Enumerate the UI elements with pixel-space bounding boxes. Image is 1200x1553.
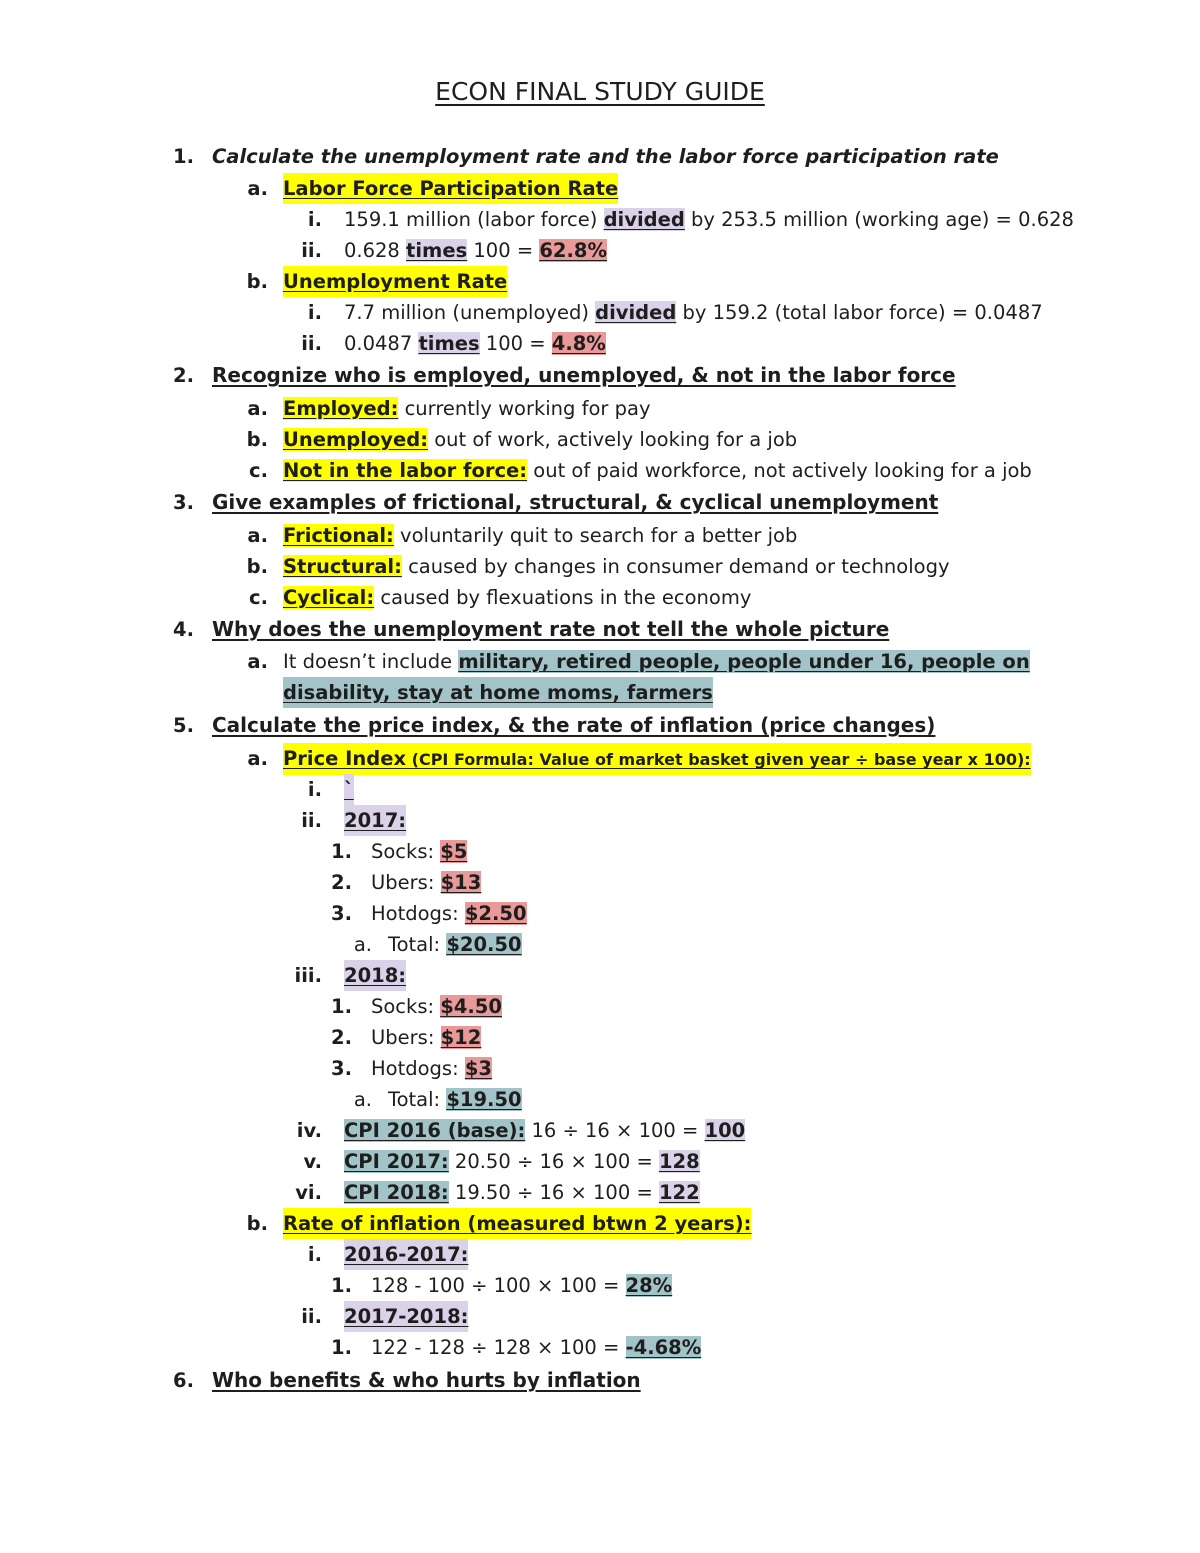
list-item: b. Structural: caused by changes in consumer demand or technology xyxy=(0,551,1200,582)
price-item: 3. Hotdogs: $3 xyxy=(0,1053,1200,1084)
list-marker: i. xyxy=(307,1243,322,1266)
cpi-result: 128 xyxy=(658,1150,700,1173)
list-marker: i. xyxy=(307,301,322,324)
list-item: c. Not in the labor force: out of paid workforce, not actively looking for a job xyxy=(0,455,1200,486)
year-label: 2017: xyxy=(344,805,406,836)
list-item xyxy=(0,1239,1200,1270)
calc-line: 0.0487 times 100 = 4.8% xyxy=(344,332,606,355)
term-label: Unemployed: xyxy=(283,428,428,451)
list-marker: i. xyxy=(307,778,322,801)
result-value: 62.8% xyxy=(539,239,608,262)
list-number: 3. xyxy=(173,491,194,514)
list-number: 5. xyxy=(173,714,194,737)
list-marker: a. xyxy=(247,747,268,770)
list-item xyxy=(0,960,1200,991)
list-marker: iii. xyxy=(294,964,322,987)
highlighted-list: disability, stay at home moms, farmers xyxy=(283,677,713,708)
list-marker: ii. xyxy=(301,1305,322,1328)
list-marker: 1. xyxy=(331,840,352,863)
total-value: $20.50 xyxy=(446,933,522,956)
list-marker: a. xyxy=(247,650,268,673)
list-item xyxy=(0,805,1200,836)
result-value: 4.8% xyxy=(551,332,606,355)
list-number: 2. xyxy=(173,364,194,387)
list-item xyxy=(0,173,1200,204)
question-text: Why does the unemployment rate not tell the whole picture xyxy=(212,617,890,641)
list-marker: vi. xyxy=(295,1181,322,1204)
cpi-formula: (CPI Formula: Value of market basket given year ÷ base year x 100): xyxy=(406,750,1031,769)
list-item xyxy=(0,1208,1200,1239)
price-item: 2. Ubers: $13 xyxy=(0,867,1200,898)
list-marker: 3. xyxy=(331,1057,352,1080)
cpi-item: v. CPI 2017: 20.50 ÷ 16 × 100 = 128 xyxy=(0,1146,1200,1177)
cpi-item: iv. CPI 2016 (base): 16 ÷ 16 × 100 = 100 xyxy=(0,1115,1200,1146)
list-marker: b. xyxy=(246,270,268,293)
question-text: Calculate the unemployment rate and the labor force participation rate xyxy=(212,145,999,168)
list-marker: ii. xyxy=(301,239,322,262)
year-label: 2018: xyxy=(344,960,406,991)
inflation-result: 28% xyxy=(625,1274,673,1297)
question-text: Who benefits & who hurts by inflation xyxy=(212,1368,641,1392)
list-marker: i. xyxy=(307,208,322,231)
price-item: 3. Hotdogs: $2.50 xyxy=(0,898,1200,929)
list-marker: 2. xyxy=(331,871,352,894)
list-marker: 3. xyxy=(331,902,352,925)
list-marker: 1. xyxy=(331,995,352,1018)
price-value: $3 xyxy=(464,1057,492,1080)
cpi-item: vi. CPI 2018: 19.50 ÷ 16 × 100 = 122 xyxy=(0,1177,1200,1208)
list-item: b. Unemployed: out of work, actively looking for a job xyxy=(0,424,1200,455)
price-value: $13 xyxy=(440,871,482,894)
price-value: $4.50 xyxy=(440,995,502,1018)
list-item: c. Cyclical: caused by flexuations in the economy xyxy=(0,582,1200,613)
operator-word: divided xyxy=(603,208,685,231)
calc-item: 1. 128 - 100 ÷ 100 × 100 = 28% xyxy=(0,1270,1200,1301)
list-marker: b. xyxy=(246,555,268,578)
list-item xyxy=(0,774,1200,805)
list-marker: ii. xyxy=(301,332,322,355)
question-4 xyxy=(0,614,1200,645)
list-item xyxy=(0,235,1200,266)
price-item: 1. Socks: $5 xyxy=(0,836,1200,867)
list-item xyxy=(0,266,1200,297)
highlighted-list: military, retired people, people under 16, people on xyxy=(458,650,1030,673)
list-marker: a. xyxy=(353,933,372,956)
list-number: 6. xyxy=(173,1369,194,1392)
list-number: 1. xyxy=(173,145,194,168)
list-marker: v. xyxy=(303,1150,322,1173)
question-2 xyxy=(0,360,1200,391)
page-title: ECON FINAL STUDY GUIDE xyxy=(435,77,765,106)
term-label: Structural: xyxy=(283,555,402,578)
operator-word: times xyxy=(418,332,480,355)
list-item: a. It doesn’t include military, retired people, people under 16, people on xyxy=(0,646,1200,677)
calc-item: 1. 122 - 128 ÷ 128 × 100 = -4.68% xyxy=(0,1332,1200,1363)
list-item-continuation xyxy=(0,677,1200,708)
list-marker: 2. xyxy=(331,1026,352,1049)
list-marker: a. xyxy=(247,177,268,200)
term-label: Cyclical: xyxy=(283,586,375,609)
term-label: Frictional: xyxy=(283,524,394,547)
question-text: Calculate the price index, & the rate of inflation (price changes) xyxy=(212,713,936,737)
question-text: Recognize who is employed, unemployed, & not in the labor force xyxy=(212,363,956,387)
stray-mark: ` xyxy=(344,774,354,805)
price-item: 1. Socks: $4.50 xyxy=(0,991,1200,1022)
price-value: $5 xyxy=(440,840,468,863)
list-marker: c. xyxy=(249,586,268,609)
heading-label: Labor Force Participation Rate xyxy=(283,173,618,204)
total-item: a. Total: $19.50 xyxy=(0,1084,1200,1115)
price-value: $12 xyxy=(440,1026,482,1049)
inflation-result: -4.68% xyxy=(625,1336,702,1359)
price-value: $2.50 xyxy=(464,902,527,925)
price-index-heading: Price Index (CPI Formula: Value of market basket given year ÷ base year x 100): xyxy=(283,743,1031,775)
price-item: 2. Ubers: $12 xyxy=(0,1022,1200,1053)
calc-line: 0.628 times 100 = 62.8% xyxy=(344,239,608,262)
list-item xyxy=(0,297,1200,328)
calc-line: 7.7 million (unemployed) divided by 159.2 (total labor force) = 0.0487 xyxy=(344,301,1043,324)
list-item xyxy=(0,743,1200,774)
term-label: Not in the labor force: xyxy=(283,459,528,482)
question-3 xyxy=(0,487,1200,518)
list-item xyxy=(0,1301,1200,1332)
cpi-label: CPI 2017: xyxy=(344,1150,449,1173)
list-number: 4. xyxy=(173,618,194,641)
question-text: Give examples of frictional, structural, & cyclical unemployment xyxy=(212,490,939,514)
cpi-result: 122 xyxy=(658,1181,700,1204)
total-value: $19.50 xyxy=(446,1088,522,1111)
question-6 xyxy=(0,1365,1200,1396)
heading-label: Unemployment Rate xyxy=(283,266,507,297)
year-range-label: 2017-2018: xyxy=(344,1301,468,1332)
operator-word: divided xyxy=(595,301,677,324)
list-marker: iv. xyxy=(296,1119,322,1142)
cpi-label: CPI 2016 (base): xyxy=(344,1119,526,1142)
cpi-result: 100 xyxy=(704,1119,746,1142)
term-label: Employed: xyxy=(283,397,399,420)
question-1 xyxy=(0,141,1200,172)
list-item xyxy=(0,204,1200,235)
list-marker: ii. xyxy=(301,809,322,832)
list-item: a. Frictional: voluntarily quit to search for a better job xyxy=(0,520,1200,551)
list-marker: b. xyxy=(246,428,268,451)
list-item: a. Employed: currently working for pay xyxy=(0,393,1200,424)
list-marker: b. xyxy=(246,1212,268,1235)
list-marker: 1. xyxy=(331,1274,352,1297)
list-marker: a. xyxy=(247,397,268,420)
cpi-label: CPI 2018: xyxy=(344,1181,449,1204)
heading-label: Rate of inflation (measured btwn 2 years): xyxy=(283,1208,751,1239)
list-item xyxy=(0,328,1200,359)
list-marker: a. xyxy=(353,1088,372,1111)
list-marker: a. xyxy=(247,524,268,547)
calc-line: 159.1 million (labor force) divided by 253.5 million (working age) = 0.628 xyxy=(344,208,1074,231)
list-marker: 1. xyxy=(331,1336,352,1359)
total-item: a. Total: $20.50 xyxy=(0,929,1200,960)
operator-word: times xyxy=(406,239,468,262)
question-5 xyxy=(0,710,1200,741)
year-range-label: 2016-2017: xyxy=(344,1239,468,1270)
list-marker: c. xyxy=(249,459,268,482)
